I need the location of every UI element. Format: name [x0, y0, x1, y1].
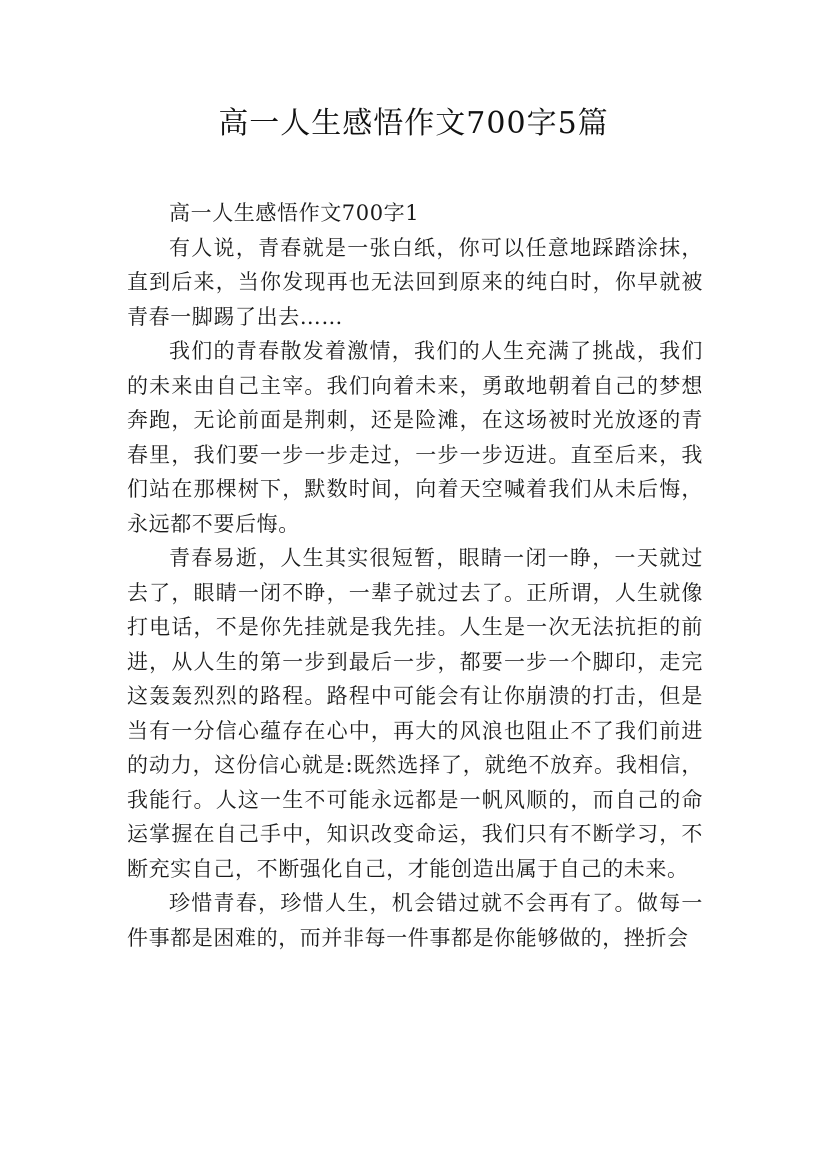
paragraph: 珍惜青春，珍惜人生，机会错过就不会再有了。做每一件事都是困难的，而并非每一件事都是你能够做的，挫折会: [127, 891, 703, 950]
paragraph: 青春易逝，人生其实很短暂，眼睛一闭一睁，一天就过去了，眼睛一闭不睁，一辈子就过去了。正所谓，人生就像打电话，不是你先挂就是我先挂。人生是一次无法抗拒的前进，从人生的第一步到最后一步，都要一步一个脚印，走完这轰轰烈烈的路程。路程中可能会有让你崩溃的打击，但是当有一分信心蕴存在心中，再大的风浪也阻止不了我们前进的动力，这份信心就是:既然选择了，就绝不放弃。我相信，我能行。人这一生不可能永远都是一帆风顺的，而自己的命运掌握在自己手中，知识改变命运，我们只有不断学习，不断充实自己，不断强化自己，才能创造出属于自己的未来。: [127, 546, 703, 881]
document-title: 高一人生感悟作文700字5篇: [218, 106, 609, 141]
section-heading: 高一人生感悟作文700字1: [169, 201, 420, 225]
paragraph: 我们的青春散发着激情，我们的人生充满了挑战，我们的未来由自己主宰。我们向着未来，勇敢地朝着自己的梦想奔跑，无论前面是荆刺，还是险滩，在这场被时光放逐的青春里，我们要一步一步走过，一步一步迈进。直至后来，我们站在那棵树下，默数时间，向着天空喊着我们从未后悔，永远都不要后悔。: [127, 339, 703, 536]
document-body: [127, 196, 703, 955]
paragraph: 有人说，青春就是一张白纸，你可以任意地踩踏涂抹，直到后来，当你发现再也无法回到原来的纯白时，你早就被青春一脚踢了出去……: [127, 235, 703, 329]
